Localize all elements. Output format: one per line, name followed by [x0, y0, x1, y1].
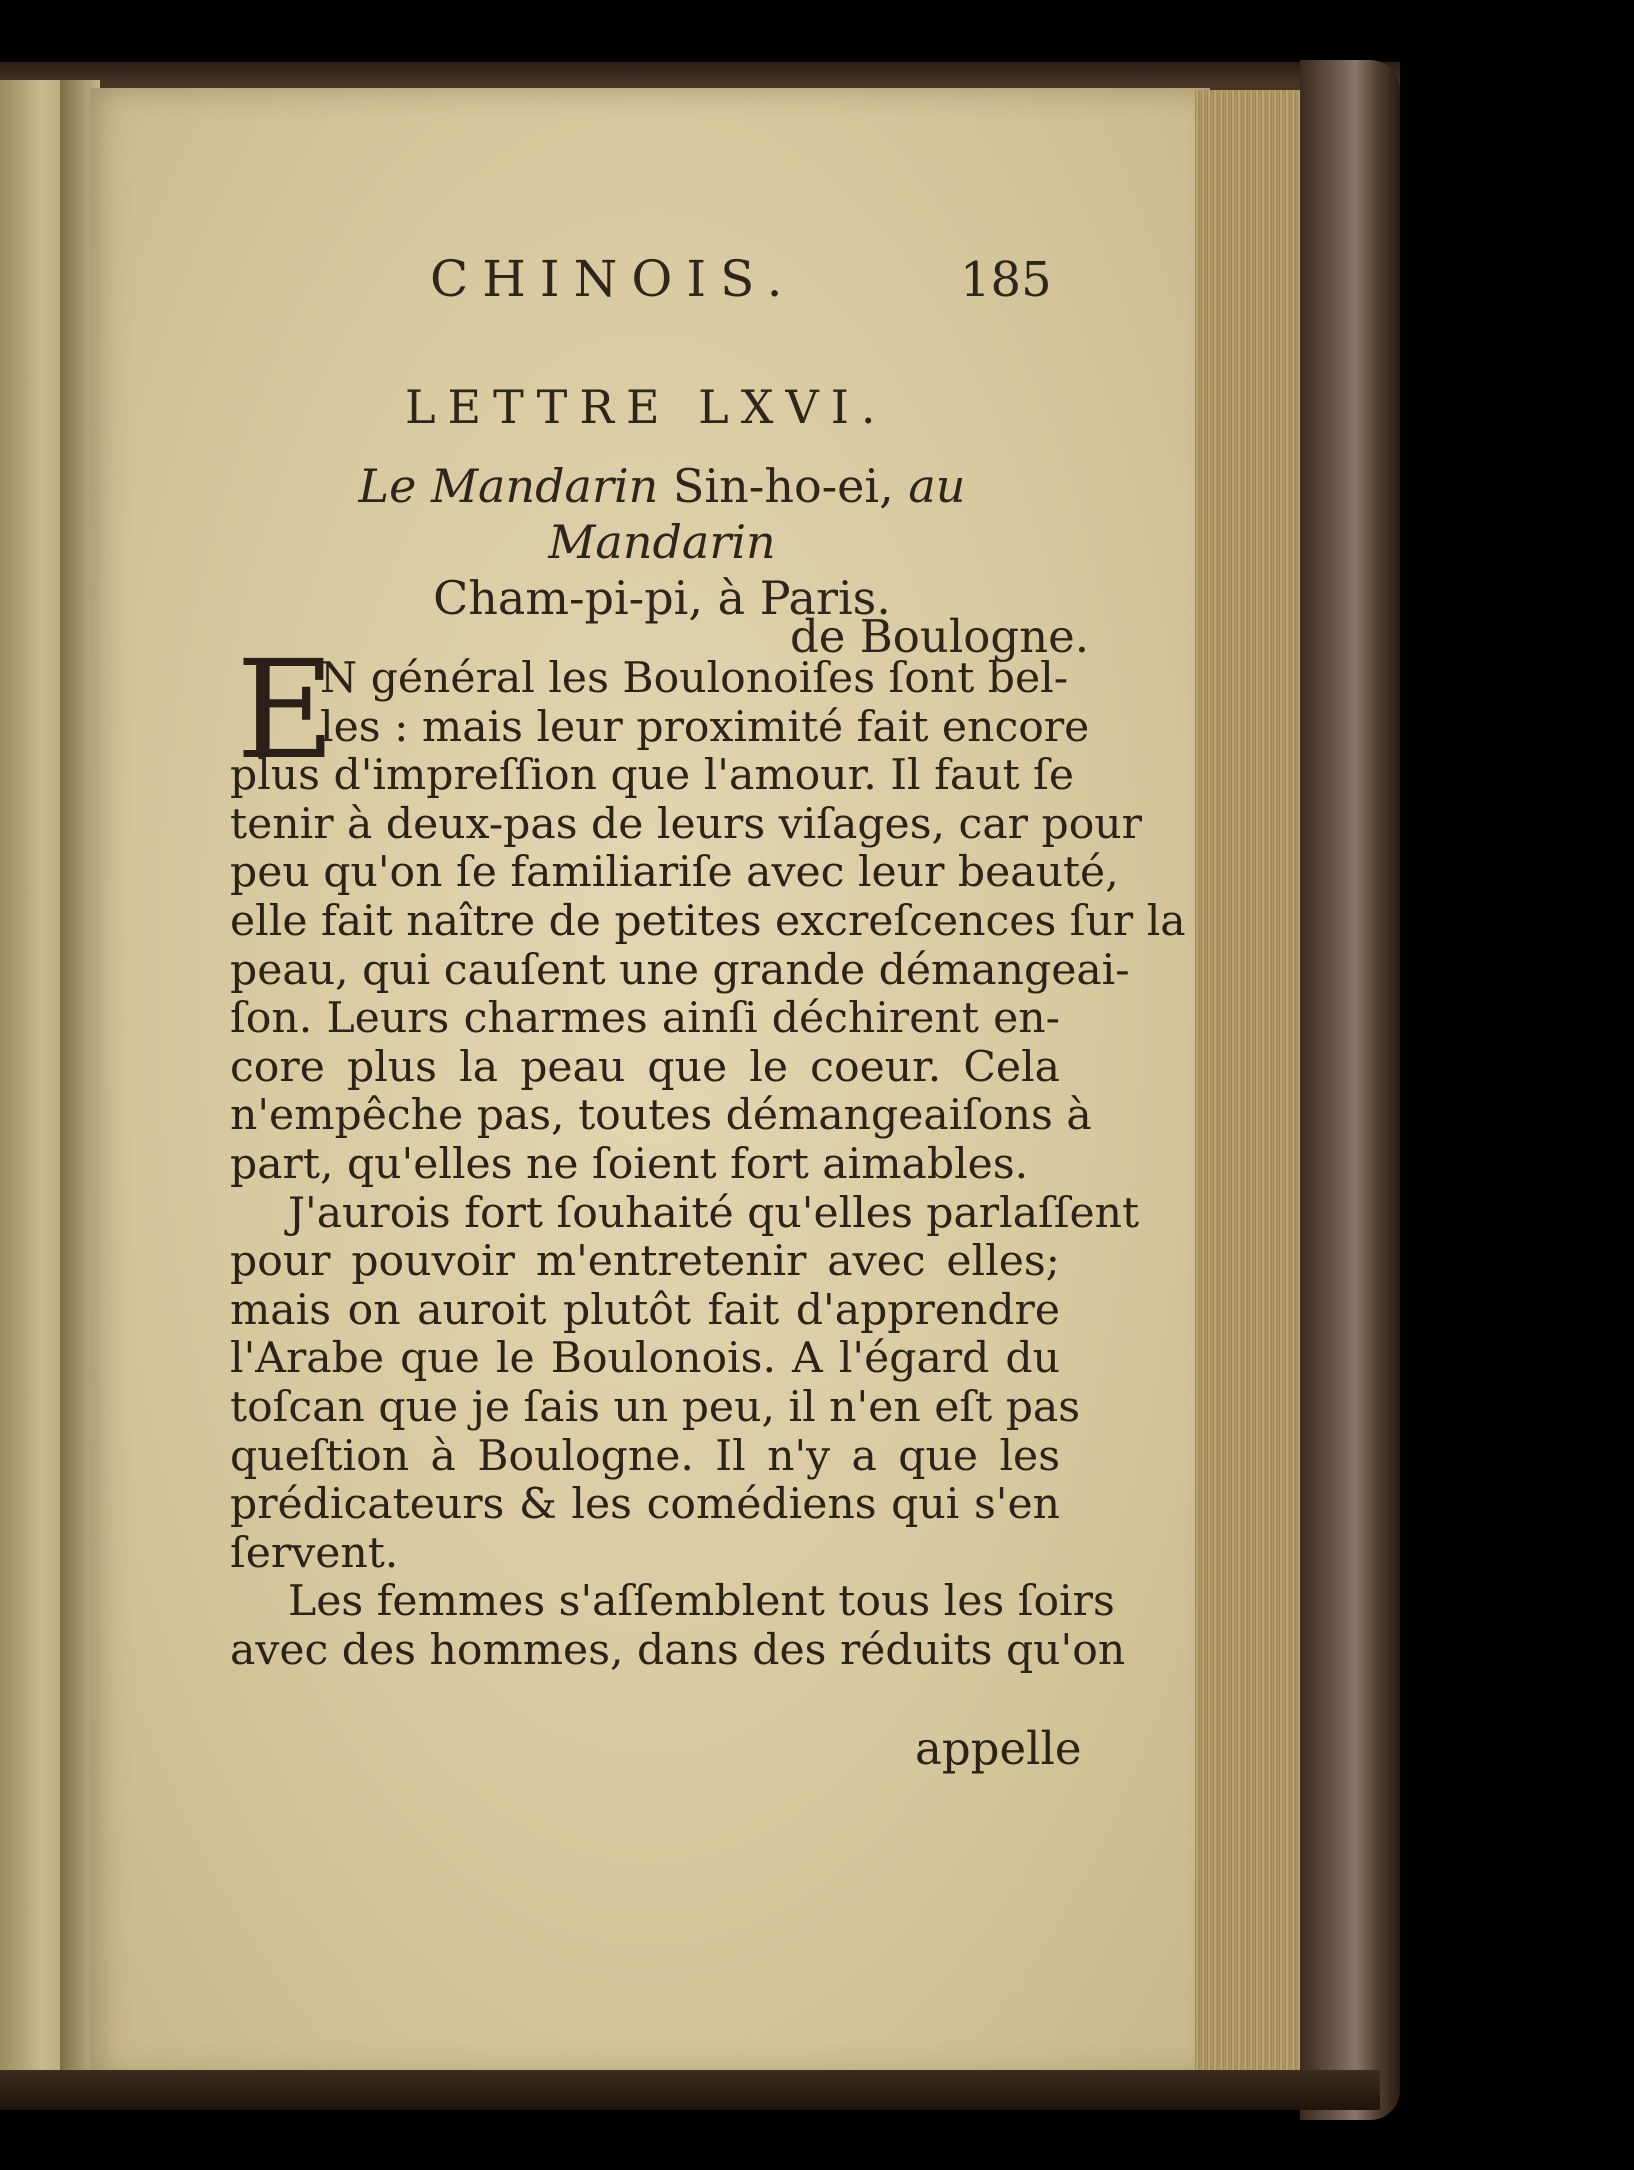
text-line: pour pouvoir m'entretenir avec elles; — [230, 1237, 1060, 1287]
book-spine — [1300, 60, 1400, 2120]
text-line: queſtion à Boulogne. Il n'y a que les — [230, 1431, 1060, 1481]
book-cover-bottom-edge — [0, 2070, 1380, 2110]
letter-address — [262, 458, 1062, 626]
address-line-2: Cham-pi-pi, à Paris. — [433, 571, 891, 625]
text-line: les : mais leur proximité fait encore — [320, 702, 1090, 752]
letter-title: LETTRE LXVI. — [405, 380, 888, 434]
text-line: ſon. Leurs charmes ainſi déchirent en- — [230, 994, 1060, 1044]
catchword: appelle — [915, 1722, 1082, 1775]
body-text — [230, 654, 1186, 1675]
drop-cap: E — [236, 632, 336, 790]
text-line: mais on auroit plutôt fait d'apprendre — [230, 1285, 1060, 1335]
page-block-edges — [1195, 90, 1310, 2080]
running-head: CHINOIS. — [430, 250, 797, 308]
text-line: part, qu'elles ne ſoient fort aimables. — [230, 1139, 1029, 1189]
text-line: toſcan que je ſais un peu, il n'en eſt pas — [230, 1382, 1081, 1432]
text-line: Les femmes s'aſſemblent tous les ſoirs — [288, 1577, 1115, 1627]
text-line: prédicateurs & les comédiens qui s'en — [230, 1480, 1060, 1530]
page-number: 185 — [960, 252, 1052, 308]
address-recipient-title: au Mandarin — [548, 459, 966, 569]
text-line: peau, qui cauſent une grande démangeai- — [230, 945, 1130, 995]
text-line: l'Arabe que le Boulonois. A l'égard du — [230, 1334, 1060, 1384]
text-line: N général les Boulonoiſes ſont bel- — [320, 654, 1069, 703]
letter-place: de Boulogne. — [790, 610, 1090, 663]
text-line: elle fait naître de petites excreſcences ſur la — [230, 896, 1186, 946]
address-sender-title: Le Mandarin — [358, 459, 659, 513]
address-sender-name: Sin-ho-ei, — [672, 459, 894, 513]
text-line: peu qu'on ſe familiariſe avec leur beauté, — [230, 848, 1119, 898]
text-line: avec des hommes, dans des réduits qu'on — [230, 1625, 1126, 1675]
address-line-1 — [262, 458, 1062, 570]
text-line: tenir à deux-pas de leurs viſages, car pour — [230, 799, 1142, 849]
text-line: plus d'impreſſion que l'amour. Il faut ſe — [230, 751, 1075, 801]
text-line: J'aurois fort ſouhaité qu'elles parlaſſent — [288, 1188, 1140, 1238]
text-line: core plus la peau que le coeur. Cela — [230, 1042, 1060, 1092]
text-line: ſervent. — [230, 1528, 399, 1578]
text-line: n'empêche pas, toutes démangeaiſons à — [230, 1091, 1092, 1141]
